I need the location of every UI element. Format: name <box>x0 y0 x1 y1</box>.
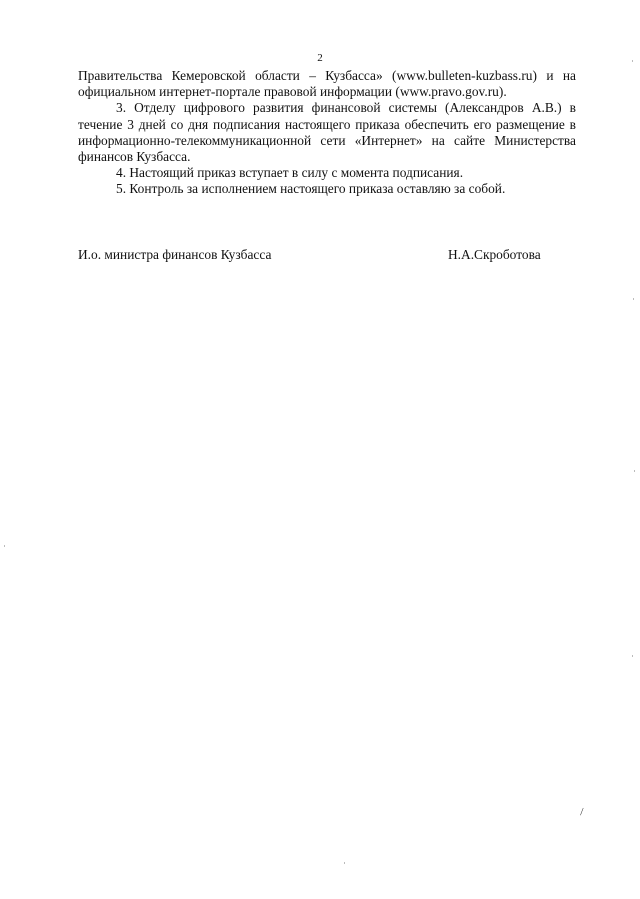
paragraph-item-4: 4. Настоящий приказ вступает в силу с момента подписания. <box>116 165 464 181</box>
paragraph-item-5: 5. Контроль за исполнением настоящего приказа оставляю за собой. <box>116 181 506 197</box>
scan-artifact-mark: \ <box>576 806 587 818</box>
scan-dust <box>634 470 635 472</box>
page-number: 2 <box>317 52 323 64</box>
scan-dust <box>633 298 634 300</box>
paragraph-continuation: Правительства Кемеровской области – Кузбасса» (www.bulleten-kuzbass.ru) и на официальном интернет-портале правовой информации (www.pravo.gov.ru). <box>78 68 576 100</box>
signatory-position: И.о. министра финансов Кузбасса <box>78 247 272 262</box>
scan-dust <box>4 545 5 547</box>
scan-dust <box>632 655 633 657</box>
scan-dust <box>632 60 633 62</box>
paragraph-item-3: 3. Отделу цифрового развития финансовой системы (Александров А.В.) в течение 3 дней со дня подписания настоящего приказа обеспечить его размещение в информационно-телекоммуникационной сети «Интернет» на сайте Министерства финансов Кузбасса. <box>78 100 576 165</box>
document-body <box>78 68 576 198</box>
signatory-name: Н.А.Скроботова <box>448 247 541 262</box>
scan-dust <box>344 862 345 864</box>
